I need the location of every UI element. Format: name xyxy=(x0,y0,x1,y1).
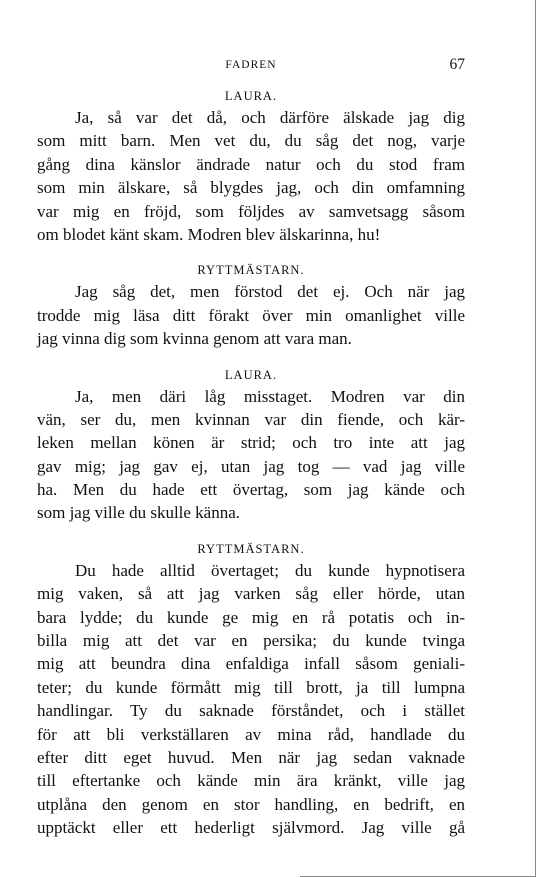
text-line: var mig en fröjd, som följdes av samvetsagg såsom xyxy=(37,201,465,221)
text-line: Ja, men däri låg misstaget. Modren var din xyxy=(75,386,465,406)
text-line: till eftertanke och kände min ära kränkt, ville jag xyxy=(37,771,465,791)
speaker-name: RYTTMÄSTARN. xyxy=(197,263,305,278)
text-line: gång dina känslor ändrade natur och du stod fram xyxy=(37,154,465,174)
text-line: bara lydde; du kunde ge mig en rå potatis och in- xyxy=(37,607,465,627)
text-line: teter; du kunde förmått mig till brott, ja till lumpna xyxy=(37,677,465,697)
page-number: 67 xyxy=(449,56,465,73)
text-line: ha. Men du hade ett övertag, som jag kände och xyxy=(37,480,465,500)
dialogue-text xyxy=(37,86,465,840)
text-line: mig vaken, så att jag varken såg eller hörde, utan xyxy=(37,584,465,604)
text-line: som min älskare, så blygdes jag, och din omfamning xyxy=(37,178,465,198)
text-line: Du hade alltid övertaget; du kunde hypnotisera xyxy=(75,560,465,580)
speaker-name: LAURA. xyxy=(224,89,278,103)
text-line: efter ditt eget huvud. Men när jag sedan vaknade xyxy=(37,747,465,767)
speaker-name: LAURA. xyxy=(224,367,278,382)
text-line: jag vinna dig som kvinna genom att vara man. xyxy=(37,329,352,349)
text-line: som mitt barn. Men vet du, du såg det nog, varje xyxy=(37,131,465,151)
text-line: Ja, så var det då, och därföre älskade jag dig xyxy=(75,108,465,127)
text-line: utplåna den genom en stor handling, en bedrift, en xyxy=(37,794,465,814)
text-line: gav mig; jag gav ej, utan jag tog — vad jag ville xyxy=(37,456,465,476)
running-title: FADREN xyxy=(225,59,277,71)
text-line: trodde mig läsa ditt förakt över min omanlighet ville xyxy=(37,305,465,325)
running-head xyxy=(37,56,465,76)
text-line: som jag ville du skulle känna. xyxy=(37,503,241,523)
text-line: upptäckt eller ett hederligt självmord. Jag ville gå xyxy=(37,818,465,838)
text-line: billa mig att det var en persika; du kunde tvinga xyxy=(37,631,465,651)
text-line: leken mellan könen är strid; och tro inte att jag xyxy=(37,433,465,453)
text-line: Jag såg det, men förstod det ej. Och när jag xyxy=(75,282,465,302)
text-line: vän, ser du, men kvinnan var din fiende, och kär- xyxy=(37,409,465,429)
text-line: för att bli verkställaren av mina råd, handlade du xyxy=(37,724,465,744)
text-line: mig att beundra dina enfaldiga infall såsom geniali- xyxy=(37,654,465,674)
text-line: handlingar. Ty du saknade förståndet, och i stället xyxy=(37,701,465,721)
speaker-name: RYTTMÄSTARN. xyxy=(197,541,305,556)
text-line: om blodet känt skam. Modren blev älskarinna, hu! xyxy=(37,224,381,244)
